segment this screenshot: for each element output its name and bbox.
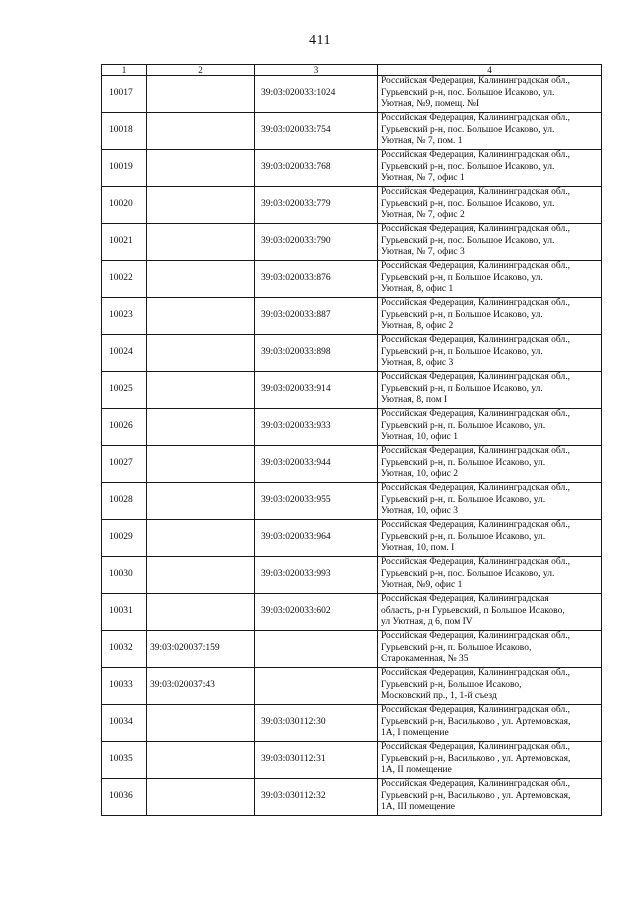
address-line: Российская Федерация, Калининградская обл., <box>381 446 570 456</box>
address-line: 1А, I помещение <box>381 728 449 739</box>
column-header-4: 4 <box>378 65 602 76</box>
address-cell <box>378 150 602 187</box>
address-line: Российская Федерация, Калининградская обл., <box>381 224 570 234</box>
address-line: Гурьевский р-н, п Большое Исаково, ул. <box>381 272 543 283</box>
parcel-cadastral-number-cell <box>147 113 255 150</box>
address-line: Российская Федерация, Калининградская обл., <box>381 150 570 160</box>
address-line: Старокаменная, № 35 <box>381 654 469 665</box>
address-line: Гурьевский р-н, п. Большое Исаково, ул. <box>381 531 546 542</box>
column-header-3: 3 <box>255 65 378 76</box>
address-line: Гурьевский р-н, п Большое Исаково, ул. <box>381 309 543 320</box>
address-line: Гурьевский р-н, Васильково , ул. Артемовская, <box>381 753 571 764</box>
parcel-cadastral-number-cell <box>147 298 255 335</box>
address-line: Гурьевский р-н, п Большое Исаково, ул. <box>381 346 543 357</box>
object-cadastral-number-cell: 39:03:030112:31 <box>255 742 378 779</box>
address-cell <box>378 705 602 742</box>
table-row <box>102 705 602 742</box>
object-cadastral-number-cell: 39:03:020033:993 <box>255 557 378 594</box>
address-cell <box>378 557 602 594</box>
table-row <box>102 557 602 594</box>
parcel-cadastral-number-cell <box>147 594 255 631</box>
row-number-cell: 10031 <box>102 594 147 631</box>
address-cell <box>378 779 602 816</box>
object-cadastral-number-cell: 39:03:030112:32 <box>255 779 378 816</box>
address-line: Уютная, №9, офис 1 <box>381 580 463 591</box>
address-cell <box>378 113 602 150</box>
table-row <box>102 742 602 779</box>
object-cadastral-number-cell: 39:03:020033:898 <box>255 335 378 372</box>
object-cadastral-number-cell: 39:03:020033:944 <box>255 446 378 483</box>
address-line: Московский пр., 1, 1-й съезд <box>381 691 497 702</box>
object-cadastral-number-cell: 39:03:020033:964 <box>255 520 378 557</box>
table-row <box>102 668 602 705</box>
table-row <box>102 446 602 483</box>
address-line: Российская Федерация, Калининградская обл., <box>381 779 570 789</box>
table-row <box>102 409 602 446</box>
row-number-cell: 10021 <box>102 224 147 261</box>
address-line: Гурьевский р-н, пос. Большое Исаково, ул. <box>381 161 555 172</box>
address-line: Российская Федерация, Калининградская обл., <box>381 76 570 86</box>
address-cell <box>378 261 602 298</box>
table-row <box>102 224 602 261</box>
parcel-cadastral-number-cell <box>147 705 255 742</box>
table-row <box>102 187 602 224</box>
address-line: Уютная, № 7, офис 1 <box>381 173 465 184</box>
address-line: Гурьевский р-н, Васильково , ул. Артемовская, <box>381 716 571 727</box>
address-line: Российская Федерация, Калининградская обл., <box>381 631 570 641</box>
parcel-cadastral-number-cell <box>147 187 255 224</box>
row-number-cell: 10034 <box>102 705 147 742</box>
address-line: Российская Федерация, Калининградская обл., <box>381 483 570 493</box>
row-number-cell: 10029 <box>102 520 147 557</box>
address-line: Уютная, 8, офис 3 <box>381 358 454 369</box>
address-line: Уютная, № 7, офис 3 <box>381 247 465 258</box>
address-line: Российская Федерация, Калининградская обл., <box>381 409 570 419</box>
row-number-cell: 10019 <box>102 150 147 187</box>
address-line: Гурьевский р-н, пос. Большое Исаково, ул. <box>381 198 555 209</box>
table-row <box>102 335 602 372</box>
object-cadastral-number-cell: 39:03:020033:933 <box>255 409 378 446</box>
row-number-cell: 10023 <box>102 298 147 335</box>
row-number-cell: 10028 <box>102 483 147 520</box>
address-line: Российская Федерация, Калининградская обл., <box>381 372 570 382</box>
parcel-cadastral-number-cell: 39:03:020037:43 <box>147 668 255 705</box>
address-line: Гурьевский р-н, п. Большое Исаково, <box>381 642 532 653</box>
table-row <box>102 150 602 187</box>
address-line: Российская Федерация, Калининградская обл., <box>381 335 570 345</box>
table-row <box>102 298 602 335</box>
table-row <box>102 76 602 113</box>
row-number-cell: 10018 <box>102 113 147 150</box>
address-line: Уютная, 8, офис 2 <box>381 321 454 332</box>
address-line: область, р-н Гурьевский, п Большое Исаково, <box>381 605 565 616</box>
table-row <box>102 372 602 409</box>
object-cadastral-number-cell: 39:03:030112:30 <box>255 705 378 742</box>
object-cadastral-number-cell: 39:03:020033:887 <box>255 298 378 335</box>
address-line: Гурьевский р-н, п. Большое Исаково, ул. <box>381 494 546 505</box>
parcel-cadastral-number-cell: 39:03:020037:159 <box>147 631 255 668</box>
address-line: Гурьевский р-н, Большое Исаково, <box>381 679 522 690</box>
registry-table <box>101 64 602 816</box>
row-number-cell: 10020 <box>102 187 147 224</box>
table-row <box>102 631 602 668</box>
row-number-cell: 10025 <box>102 372 147 409</box>
table-row <box>102 520 602 557</box>
table-row <box>102 483 602 520</box>
address-line: 1А, II помещение <box>381 765 452 776</box>
object-cadastral-number-cell: 39:03:020033:768 <box>255 150 378 187</box>
address-cell <box>378 409 602 446</box>
row-number-cell: 10036 <box>102 779 147 816</box>
address-cell <box>378 76 602 113</box>
address-line: Уютная, 8, офис 1 <box>381 284 454 295</box>
address-cell <box>378 594 602 631</box>
address-line: Российская Федерация, Калининградская обл., <box>381 187 570 197</box>
address-line: Гурьевский р-н, Васильково , ул. Артемовская, <box>381 790 571 801</box>
parcel-cadastral-number-cell <box>147 409 255 446</box>
column-header-1: 1 <box>102 65 147 76</box>
address-line: Гурьевский р-н, пос. Большое Исаково, ул. <box>381 235 555 246</box>
address-cell <box>378 446 602 483</box>
address-cell <box>378 668 602 705</box>
table-row <box>102 113 602 150</box>
address-cell <box>378 742 602 779</box>
parcel-cadastral-number-cell <box>147 335 255 372</box>
address-line: Российская Федерация, Калининградская обл., <box>381 113 570 123</box>
address-line: Российская Федерация, Калининградская обл., <box>381 742 570 752</box>
parcel-cadastral-number-cell <box>147 76 255 113</box>
address-line: Российская Федерация, Калининградская обл., <box>381 298 570 308</box>
row-number-cell: 10033 <box>102 668 147 705</box>
address-line: Гурьевский р-н, пос. Большое Исаково, ул. <box>381 568 555 579</box>
address-cell <box>378 224 602 261</box>
object-cadastral-number-cell: 39:03:020033:876 <box>255 261 378 298</box>
table-header-row <box>102 65 602 76</box>
page-number: 411 <box>309 33 331 48</box>
parcel-cadastral-number-cell <box>147 520 255 557</box>
address-line: Уютная, №9, помещ. №I <box>381 99 480 110</box>
parcel-cadastral-number-cell <box>147 261 255 298</box>
address-line: Гурьевский р-н, пос. Большое Исаково, ул. <box>381 87 555 98</box>
table-body <box>102 76 602 816</box>
address-line: ул Уютная, д 6, пом IV <box>381 617 473 628</box>
address-line: Российская Федерация, Калининградская обл., <box>381 520 570 530</box>
row-number-cell: 10027 <box>102 446 147 483</box>
address-cell <box>378 520 602 557</box>
address-line: Уютная, № 7, пом. 1 <box>381 136 463 147</box>
row-number-cell: 10024 <box>102 335 147 372</box>
address-cell <box>378 187 602 224</box>
object-cadastral-number-cell: 39:03:020033:1024 <box>255 76 378 113</box>
row-number-cell: 10035 <box>102 742 147 779</box>
row-number-cell: 10017 <box>102 76 147 113</box>
address-line: Российская Федерация, Калининградская обл., <box>381 668 570 678</box>
address-line: Гурьевский р-н, п. Большое Исаково, ул. <box>381 420 546 431</box>
parcel-cadastral-number-cell <box>147 742 255 779</box>
parcel-cadastral-number-cell <box>147 483 255 520</box>
address-line: Уютная, 8, пом I <box>381 395 448 406</box>
address-line: Уютная, 10, офис 3 <box>381 506 459 517</box>
address-cell <box>378 483 602 520</box>
address-cell <box>378 631 602 668</box>
address-cell <box>378 335 602 372</box>
row-number-cell: 10022 <box>102 261 147 298</box>
parcel-cadastral-number-cell <box>147 557 255 594</box>
address-line: Гурьевский р-н, п. Большое Исаково, ул. <box>381 457 546 468</box>
row-number-cell: 10026 <box>102 409 147 446</box>
row-number-cell: 10030 <box>102 557 147 594</box>
address-line: Уютная, 10, офис 2 <box>381 469 459 480</box>
address-cell <box>378 372 602 409</box>
table-row <box>102 261 602 298</box>
object-cadastral-number-cell: 39:03:020033:914 <box>255 372 378 409</box>
parcel-cadastral-number-cell <box>147 224 255 261</box>
address-line: Уютная, 10, пом. I <box>381 543 455 554</box>
object-cadastral-number-cell: 39:03:020033:779 <box>255 187 378 224</box>
parcel-cadastral-number-cell <box>147 446 255 483</box>
parcel-cadastral-number-cell <box>147 779 255 816</box>
row-number-cell: 10032 <box>102 631 147 668</box>
address-line: Уютная, 10, офис 1 <box>381 432 459 443</box>
object-cadastral-number-cell <box>255 668 378 705</box>
object-cadastral-number-cell: 39:03:020033:790 <box>255 224 378 261</box>
object-cadastral-number-cell: 39:03:020033:955 <box>255 483 378 520</box>
object-cadastral-number-cell <box>255 631 378 668</box>
address-line: Российская Федерация, Калининградская обл., <box>381 557 570 567</box>
parcel-cadastral-number-cell <box>147 372 255 409</box>
address-line: Гурьевский р-н, п Большое Исаково, ул. <box>381 383 543 394</box>
table-row <box>102 779 602 816</box>
address-line: 1А, III помещение <box>381 802 456 813</box>
address-cell <box>378 298 602 335</box>
address-line: Уютная, № 7, офис 2 <box>381 210 465 221</box>
parcel-cadastral-number-cell <box>147 150 255 187</box>
address-line: Гурьевский р-н, пос. Большое Исаково, ул. <box>381 124 555 135</box>
object-cadastral-number-cell: 39:03:020033:754 <box>255 113 378 150</box>
address-line: Российская Федерация, Калининградская <box>381 594 549 604</box>
address-line: Российская Федерация, Калининградская обл., <box>381 705 570 715</box>
column-header-2: 2 <box>147 65 255 76</box>
table-row <box>102 594 602 631</box>
object-cadastral-number-cell: 39:03:020033:602 <box>255 594 378 631</box>
address-line: Российская Федерация, Калининградская обл., <box>381 261 570 271</box>
